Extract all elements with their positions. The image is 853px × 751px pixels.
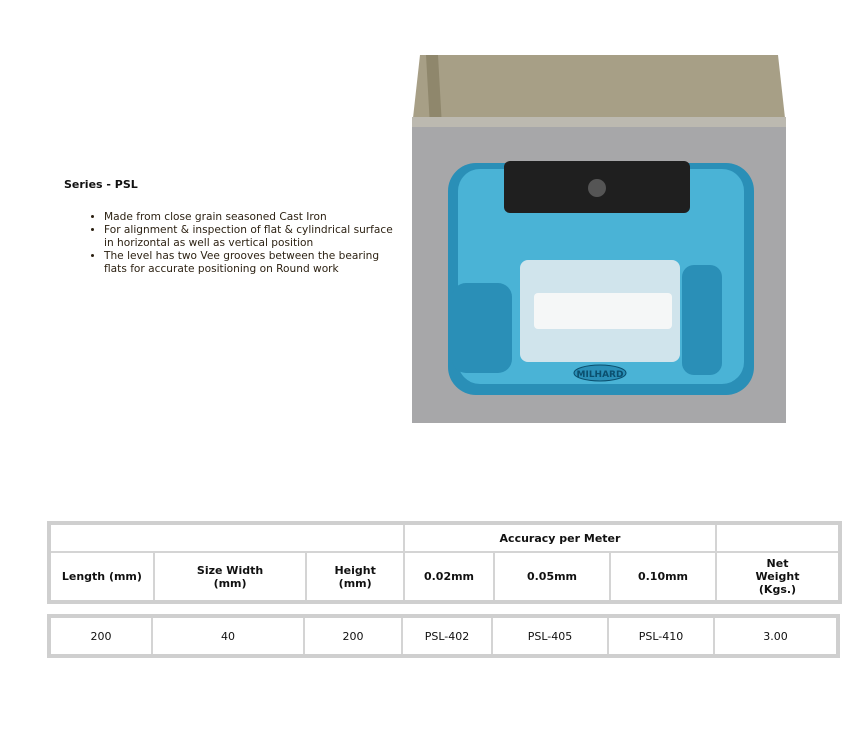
cell-psl-410: PSL-410 <box>608 616 714 656</box>
cell-height: 200 <box>304 616 402 656</box>
cell-net-weight: 3.00 <box>714 616 838 656</box>
header-width: Size Width (mm) <box>154 552 307 602</box>
accuracy-group-header: Accuracy per Meter <box>404 523 716 552</box>
header-010: 0.10mm <box>610 552 716 602</box>
feature-item: • For alignment & inspection of flat & cylindrical surface in horizontal as well as vertical position <box>104 224 394 250</box>
header-height: Height (mm) <box>306 552 404 602</box>
header-length: Length (mm) <box>49 552 154 602</box>
feature-item: • The level has two Vee grooves between the bearing flats for accurate positioning on Round work <box>104 250 394 276</box>
cell-width: 40 <box>152 616 304 656</box>
spec-table-header <box>47 521 842 604</box>
cell-psl-405: PSL-405 <box>492 616 608 656</box>
empty-header-cell <box>716 523 840 552</box>
brand-logo: MILHARD <box>576 370 624 380</box>
header-005: 0.05mm <box>494 552 610 602</box>
product-image-precision-square-level <box>412 55 786 423</box>
cell-length: 200 <box>49 616 152 656</box>
feature-list <box>88 211 394 276</box>
cell-psl-402: PSL-402 <box>402 616 492 656</box>
header-002: 0.02mm <box>404 552 494 602</box>
spec-table-body <box>47 614 840 658</box>
table-row <box>49 616 838 656</box>
empty-header-cell <box>49 523 404 552</box>
series-title: Series - PSL <box>64 178 138 191</box>
header-net-weight: Net Weight (Kgs.) <box>716 552 840 602</box>
feature-item: • Made from close grain seasoned Cast Iron <box>104 211 394 224</box>
